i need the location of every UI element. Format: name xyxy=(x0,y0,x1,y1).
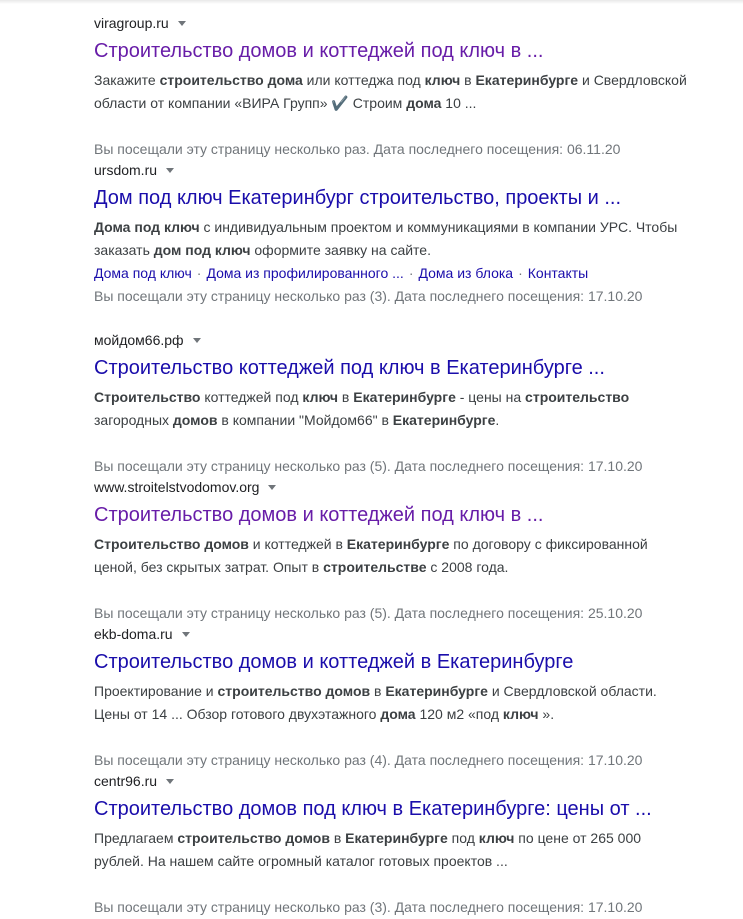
result-cite xyxy=(94,159,174,181)
snippet-highlight: строительство домов xyxy=(177,830,330,846)
result-domain: centr96.ru xyxy=(94,773,158,789)
result-visit-info: Вы посещали эту страницу несколько раз. Дата последнего посещения: 06.11.20 xyxy=(94,141,621,157)
result-cite xyxy=(94,12,186,34)
snippet-text: и Свердловской области от компании «ВИРА Групп» ✔️ Строим xyxy=(94,72,687,111)
snippet-text: с индивидуальным проектом и коммуникациями в компании УРС. Чтобы заказать xyxy=(94,219,678,258)
search-result xyxy=(94,329,694,476)
snippet-text: по договору с фиксированной ценой, без скрытых затрат. Опыт в xyxy=(94,536,648,575)
result-visit-info: Вы посещали эту страницу несколько раз (4). Дата последнего посещения: 17.10.20 xyxy=(94,752,643,768)
result-title-link[interactable]: Строительство домов и коттеджей в Екатеринбурге xyxy=(94,651,574,673)
snippet-text: ». xyxy=(538,706,555,722)
result-domain: ekb-doma.ru xyxy=(94,626,173,642)
search-result xyxy=(94,623,694,770)
snippet-text: по цене от 265 000 рублей. На нашем сайте огромный каталог готовых проектов ... xyxy=(94,830,642,869)
snippet-text: Предлагаем xyxy=(94,830,178,846)
result-cite xyxy=(94,476,276,498)
result-visit-info: Вы посещали эту страницу несколько раз (5). Дата последнего посещения: 25.10.20 xyxy=(94,605,643,621)
sitelink[interactable]: Дома из блока xyxy=(418,265,514,281)
snippet-highlight: строительство xyxy=(525,389,630,405)
result-domain: viragroup.ru xyxy=(94,15,169,31)
snippet-highlight: строительство домов xyxy=(217,683,371,699)
result-snippet xyxy=(94,533,694,579)
snippet-text: и Свердловской области. Цены от 14 ... Обзор готового двухэтажного xyxy=(94,683,657,722)
result-visit-info: Вы посещали эту страницу несколько раз (5). Дата последнего посещения: 17.10.20 xyxy=(94,458,643,474)
result-title-link[interactable]: Строительство домов и коттеджей под ключ в ... xyxy=(94,504,544,526)
chevron-down-icon[interactable] xyxy=(268,485,276,490)
snippet-highlight: Екатеринбурге xyxy=(346,536,450,552)
snippet-highlight: строительство дома xyxy=(159,72,303,88)
snippet-text: Закажите xyxy=(94,72,160,88)
top-shadow xyxy=(0,0,743,4)
snippet-highlight: ключ xyxy=(502,706,539,722)
result-cite xyxy=(94,770,174,792)
search-result xyxy=(94,476,694,623)
search-result xyxy=(94,770,694,917)
chevron-down-icon[interactable] xyxy=(166,168,174,173)
search-result xyxy=(94,12,694,159)
result-visit-info: Вы посещали эту страницу несколько раз (3). Дата последнего посещения: 17.10.20 xyxy=(94,899,643,915)
snippet-text: в xyxy=(338,389,354,405)
snippet-text: в xyxy=(329,830,346,846)
snippet-highlight: Дома под ключ xyxy=(94,219,200,235)
result-domain: www.stroitelstvodomov.org xyxy=(94,479,260,495)
snippet-highlight: Строительство домов xyxy=(94,536,249,552)
result-snippet xyxy=(94,216,694,262)
snippet-highlight: Екатеринбурге xyxy=(353,389,456,405)
snippet-highlight: Екатеринбурге xyxy=(385,683,488,699)
result-snippet xyxy=(94,386,694,432)
sitelink-separator: · xyxy=(196,265,202,281)
sitelink[interactable]: Контакты xyxy=(527,265,589,281)
chevron-down-icon[interactable] xyxy=(178,21,186,26)
snippet-text: загородных xyxy=(94,412,173,428)
sitelink-separator: · xyxy=(408,265,414,281)
snippet-highlight: домов xyxy=(172,412,218,428)
snippet-highlight: дома xyxy=(380,706,416,722)
search-results xyxy=(94,12,694,917)
result-title-link[interactable]: Строительство домов под ключ в Екатеринбурге: цены от ... xyxy=(94,798,652,820)
snippet-highlight: Строительство xyxy=(94,389,201,405)
chevron-down-icon[interactable] xyxy=(193,338,201,343)
snippet-text: в компании "Мойдом66" в xyxy=(217,412,393,428)
result-cite xyxy=(94,623,190,645)
result-visit-info: Вы посещали эту страницу несколько раз (3). Дата последнего посещения: 17.10.20 xyxy=(94,288,643,304)
result-domain: ursdom.ru xyxy=(94,162,158,178)
snippet-text: коттеджей под xyxy=(200,389,303,405)
snippet-text: под xyxy=(447,830,479,846)
snippet-highlight: Екатеринбурге xyxy=(475,72,579,88)
snippet-highlight: Екатеринбурге xyxy=(392,412,496,428)
result-title-link[interactable]: Строительство домов и коттеджей под ключ в ... xyxy=(94,40,544,62)
snippet-text: . xyxy=(495,412,500,428)
snippet-text: или коттеджа под xyxy=(302,72,425,88)
snippet-text: в xyxy=(460,72,476,88)
result-title-link[interactable]: Дом под ключ Екатеринбург строительство, проекты и ... xyxy=(94,187,622,209)
snippet-text: 10 ... xyxy=(441,95,477,111)
snippet-highlight: дом под ключ xyxy=(153,242,251,258)
sitelink[interactable]: Дома под ключ xyxy=(94,265,192,281)
snippet-text: с 2008 года. xyxy=(426,559,509,575)
snippet-text: в xyxy=(370,683,386,699)
snippet-highlight: ключ xyxy=(478,830,515,846)
snippet-text: 120 м2 «под xyxy=(415,706,503,722)
result-snippet xyxy=(94,69,694,115)
snippet-text: Проектирование и xyxy=(94,683,218,699)
snippet-text: оформите заявку на сайте. xyxy=(250,242,431,258)
snippet-highlight: ключ xyxy=(424,72,461,88)
snippet-text: и коттеджей в xyxy=(248,536,347,552)
sitelink-separator: · xyxy=(518,265,523,281)
search-result xyxy=(94,159,694,329)
result-title-link[interactable]: Строительство коттеджей под ключ в Екатеринбурге ... xyxy=(94,357,605,379)
result-cite xyxy=(94,329,201,351)
snippet-highlight: дома xyxy=(406,95,442,111)
snippet-highlight: строительстве xyxy=(323,559,427,575)
sitelink[interactable]: Дома из профилированного ... xyxy=(206,265,404,281)
chevron-down-icon[interactable] xyxy=(166,779,174,784)
snippet-highlight: Екатеринбурге xyxy=(345,830,448,846)
result-sitelinks xyxy=(94,262,588,285)
result-domain: мойдом66.рф xyxy=(94,332,184,348)
snippet-highlight: ключ xyxy=(302,389,339,405)
result-snippet xyxy=(94,680,694,726)
result-snippet xyxy=(94,827,694,873)
snippet-text: - цены на xyxy=(455,389,526,405)
chevron-down-icon[interactable] xyxy=(182,632,190,637)
